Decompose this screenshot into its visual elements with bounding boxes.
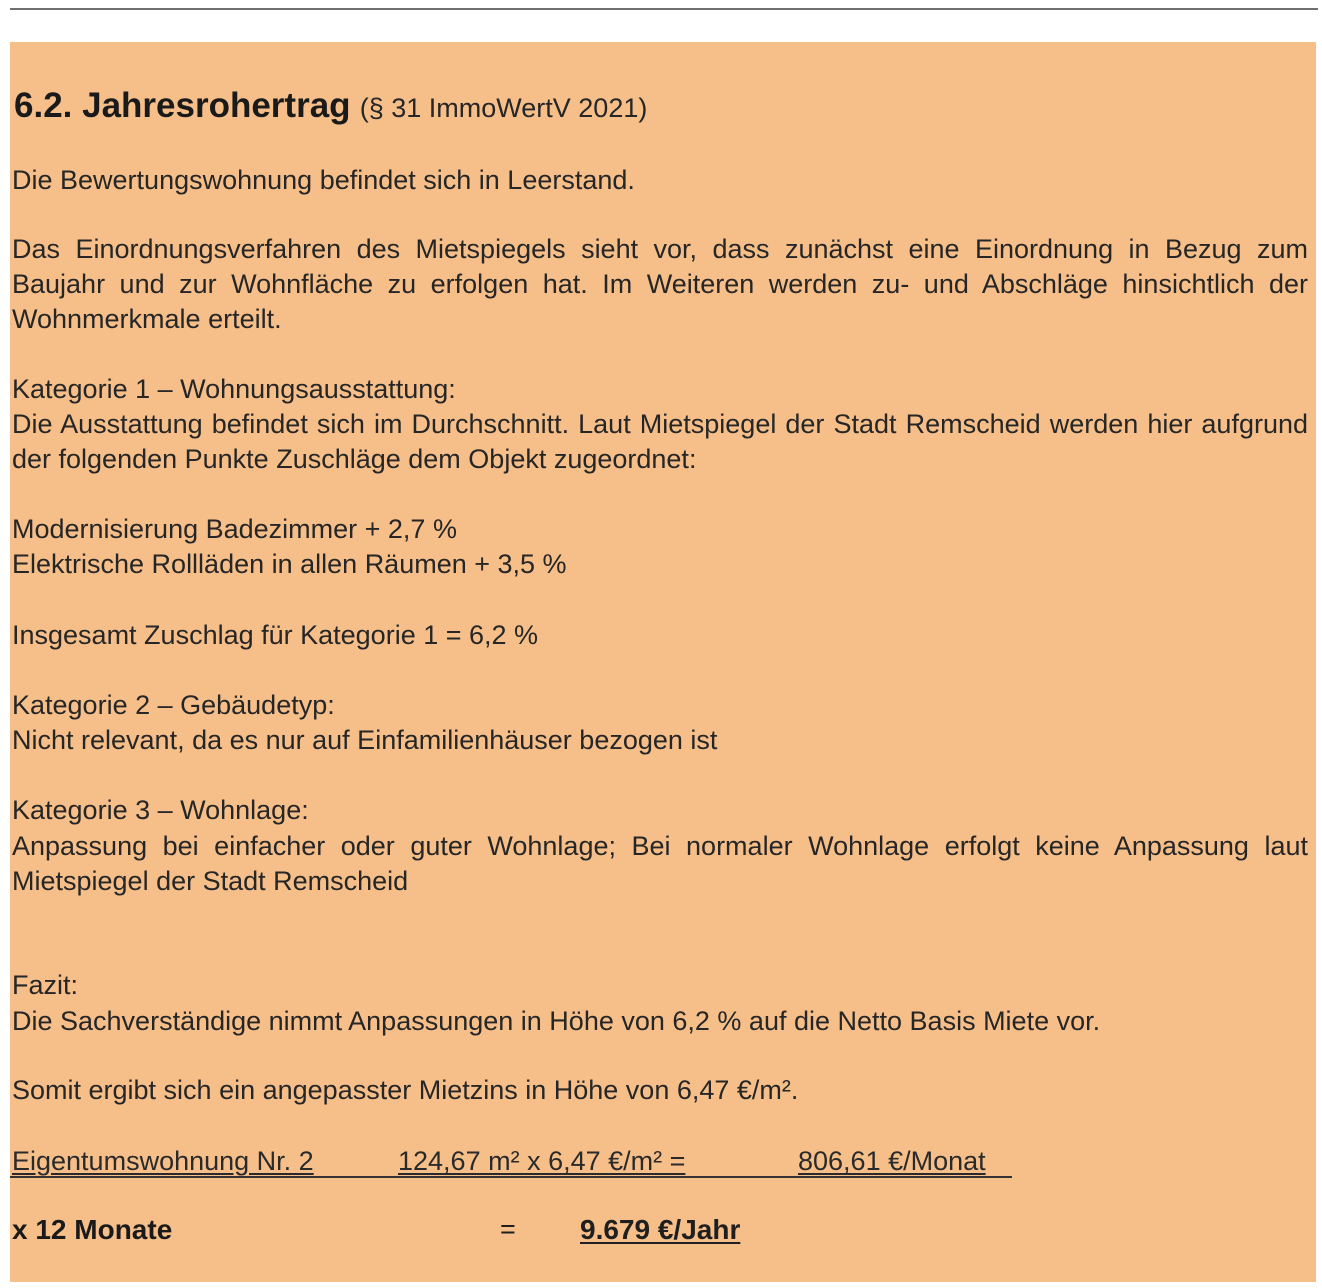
kategorie1-title: Kategorie 1 – Wohnungsausstattung: <box>12 374 456 404</box>
annual-equals: = <box>500 1214 516 1244</box>
calculation-monthly: 806,61 €/Monat <box>798 1146 986 1176</box>
method-paragraph: Das Einordnungsverfahren des Mietspiegels sieht vor, dass zunächst eine Einordnung in Bezug zum Baujahr und zur Wohnfläche zu erfolgen hat. Im Weiteren werden zu- und Abschläge hinsichtlich der Wohnmerkmale erteilt. <box>12 234 1308 334</box>
kategorie3-text: Anpassung bei einfacher oder guter Wohnlage; Bei normaler Wohnlage erfolgt keine Anpassung laut Mietspiegel der Stadt Remscheid <box>12 831 1308 896</box>
kategorie1-item: Modernisierung Badezimmer + 2,7 % <box>12 514 457 544</box>
kategorie2-title: Kategorie 2 – Gebäudetyp: <box>12 690 335 720</box>
kategorie1-text: Die Ausstattung befindet sich im Durchschnitt. Laut Mietspiegel der Stadt Remscheid werden hier aufgrund der folgenden Punkte Zuschläge dem Objekt zugeordnet: <box>12 409 1308 474</box>
annual-label: x 12 Monate <box>12 1214 173 1245</box>
fazit-title: Fazit: <box>12 970 79 1000</box>
kategorie1-item: Elektrische Rollläden in allen Räumen + 3,5 % <box>12 549 567 579</box>
kategorie2-text: Nicht relevant, da es nur auf Einfamilienhäuser bezogen ist <box>12 725 718 755</box>
section-reference: (§ 31 ImmoWertV 2021) <box>359 93 648 123</box>
fazit-text: Die Sachverständige nimmt Anpassungen in Höhe von 6,2 % auf die Netto Basis Miete vor. <box>12 1006 1101 1036</box>
kategorie1-total: Insgesamt Zuschlag für Kategorie 1 = 6,2 % <box>12 620 539 650</box>
intro-paragraph: Die Bewertungswohnung befindet sich in Leerstand. <box>12 165 635 195</box>
annual-value: 9.679 €/Jahr <box>580 1214 741 1245</box>
section-heading <box>14 86 647 128</box>
top-rule <box>10 8 1318 10</box>
section-title: 6.2. Jahresrohertrag <box>14 86 351 125</box>
kategorie3-title: Kategorie 3 – Wohnlage: <box>12 795 309 825</box>
calculation-row <box>10 1146 1010 1180</box>
calculation-rule <box>10 1176 1012 1178</box>
calculation-formula: 124,67 m² x 6,47 €/m² = <box>398 1146 686 1176</box>
calculation-label: Eigentumswohnung Nr. 2 <box>12 1146 314 1176</box>
result-sentence: Somit ergibt sich ein angepasster Mietzins in Höhe von 6,47 €/m². <box>12 1075 799 1105</box>
